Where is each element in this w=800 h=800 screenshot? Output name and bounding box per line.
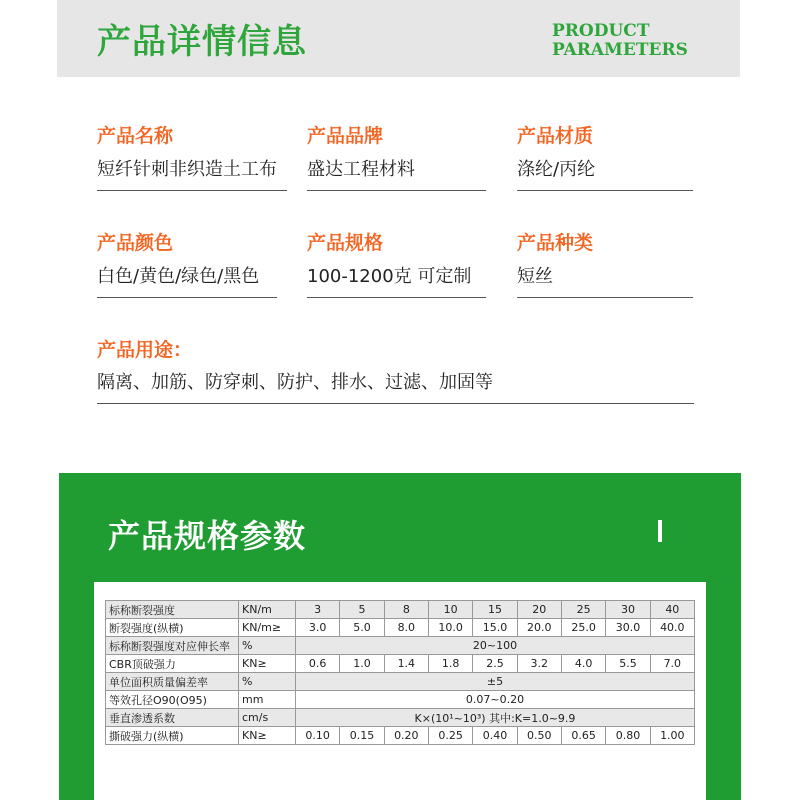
param-value: 5 [340,601,384,619]
param-value: 1.0 [340,655,384,673]
param-value: 20.0 [517,619,561,637]
param-value: K×(10¹~10³) 其中:K=1.0~9.9 [296,709,695,727]
field-value: 涤纶/丙纶 [517,158,693,191]
field-value: 隔离、加筋、防穿刺、防护、排水、过滤、加固等 [97,371,694,404]
field-label: 产品规格 [307,232,384,254]
param-value: 0.40 [473,727,517,745]
field-material [517,124,693,191]
param-name: 等效孔径O90(O95) [106,691,239,709]
param-unit: % [239,673,296,691]
param-name: 断裂强度(纵横) [106,619,239,637]
param-value: 30.0 [606,619,650,637]
field-label: 产品用途： [97,339,193,361]
param-value: 30 [606,601,650,619]
param-value: 5.5 [606,655,650,673]
param-value: 0.20 [384,727,428,745]
field-product-name [97,124,287,191]
param-name: 单位面积质量偏差率 [106,673,239,691]
param-value: 3.2 [517,655,561,673]
param-value: 0.07~0.20 [296,691,695,709]
param-value: 40.0 [650,619,694,637]
param-value: 3 [296,601,340,619]
param-value: 10 [428,601,472,619]
table-row [106,709,695,727]
field-spec [307,231,486,298]
field-brand [307,124,486,191]
param-value: 4.0 [561,655,605,673]
param-value: 0.25 [428,727,472,745]
param-value: 0.6 [296,655,340,673]
param-value: 8.0 [384,619,428,637]
field-value: 短丝 [517,265,693,298]
param-value: 15 [473,601,517,619]
param-name: 标称断裂强度 [106,601,239,619]
param-value: 3.0 [296,619,340,637]
param-value: 0.65 [561,727,605,745]
param-unit: KN/m≥ [239,619,296,637]
field-value: 100-1200克 可定制 [307,265,486,298]
param-unit: KN≥ [239,727,296,745]
field-kind [517,231,693,298]
field-label: 产品颜色 [97,232,174,254]
field-color [97,231,277,298]
param-unit: % [239,637,296,655]
field-label: 产品种类 [517,232,594,254]
param-name: CBR顶破强力 [106,655,239,673]
param-value: 7.0 [650,655,694,673]
field-label: 产品品牌 [307,125,384,147]
param-value: ±5 [296,673,695,691]
param-value: 1.8 [428,655,472,673]
params-card [94,582,706,800]
param-value: 2.5 [473,655,517,673]
param-value: 20 [517,601,561,619]
param-unit: mm [239,691,296,709]
param-name: 标称断裂强度对应伸长率 [106,637,239,655]
title-accent-bar [658,520,662,542]
param-value: 5.0 [340,619,384,637]
param-value: 15.0 [473,619,517,637]
field-label: 产品名称 [97,125,174,147]
param-value: 0.80 [606,727,650,745]
param-value: 0.10 [296,727,340,745]
table-row [106,673,695,691]
field-value: 盛达工程材料 [307,158,486,191]
param-unit: KN≥ [239,655,296,673]
english-title [552,22,688,60]
table-row [106,601,695,619]
table-row [106,691,695,709]
table-row [106,727,695,745]
param-unit: KN/m [239,601,296,619]
param-value: 0.15 [340,727,384,745]
param-name: 垂直渗透系数 [106,709,239,727]
param-value: 8 [384,601,428,619]
params-table [105,600,695,745]
param-value: 25 [561,601,605,619]
param-value: 1.00 [650,727,694,745]
params-section [59,473,741,800]
table-row [106,655,695,673]
field-usage [97,338,694,404]
param-value: 20~100 [296,637,695,655]
param-value: 1.4 [384,655,428,673]
params-title: 产品规格参数 [108,517,307,555]
field-value: 白色/黄色/绿色/黑色 [97,265,277,298]
param-name: 撕破强力(纵横) [106,727,239,745]
param-value: 40 [650,601,694,619]
param-value: 25.0 [561,619,605,637]
param-value: 0.50 [517,727,561,745]
field-label: 产品材质 [517,125,594,147]
field-value: 短纤针刺非织造土工布 [97,158,287,191]
english-title-line2: PARAMETERS [552,40,688,60]
param-unit: cm/s [239,709,296,727]
table-row [106,619,695,637]
table-row [106,637,695,655]
english-title-line1: PRODUCT [552,21,650,41]
param-value: 10.0 [428,619,472,637]
page-title: 产品详情信息 [97,22,307,62]
header-banner [57,0,740,77]
